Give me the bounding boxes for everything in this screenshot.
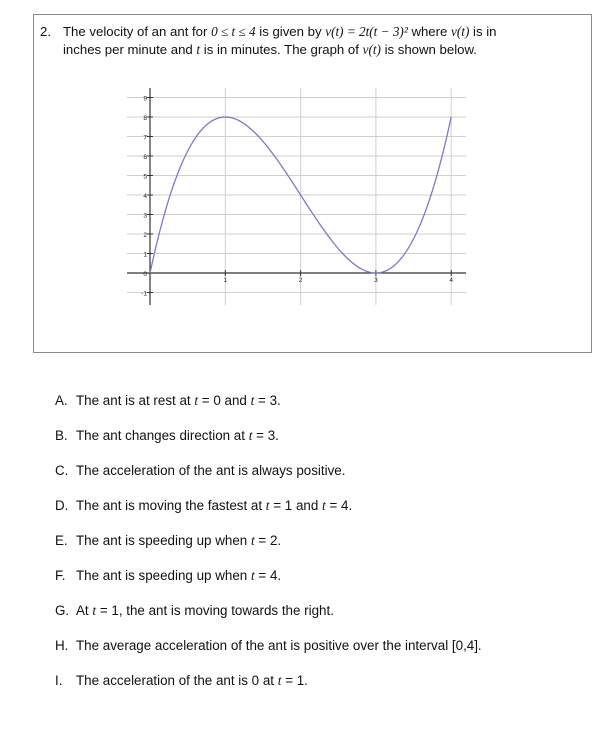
choice-math: t <box>194 393 199 408</box>
y-tick-label: -1 <box>141 290 147 298</box>
question-math: 0 ≤ t ≤ 4 <box>211 24 256 39</box>
data-point <box>300 194 301 195</box>
y-tick-label: 9 <box>143 95 147 103</box>
choice-text: = 0 and <box>198 393 251 408</box>
choice-text: = 3. <box>254 393 281 408</box>
question-text-part: is given by <box>255 24 326 39</box>
choice-math: t <box>322 498 326 513</box>
x-tick-label: 2 <box>298 277 303 284</box>
question-math: t <box>196 42 201 57</box>
choice-h <box>55 638 481 654</box>
choice-math: . <box>477 638 482 653</box>
choice-text: = 2. <box>254 533 282 548</box>
question-text-part: is in minutes. The graph of <box>200 42 363 57</box>
choice-text: The average acceleration of the ant is positive over the interval <box>76 638 452 653</box>
x-tick-label: 1 <box>223 277 228 284</box>
choice-letter: C. <box>55 463 69 478</box>
question-text-part: where <box>407 24 452 39</box>
y-tick-label: 8 <box>143 115 147 122</box>
y-tick-label: 3 <box>143 212 147 220</box>
choice-c <box>55 463 345 479</box>
choice-math: t <box>277 673 282 688</box>
choice-e <box>55 533 281 549</box>
choice-text: The ant is moving the fastest at <box>76 498 266 513</box>
choice-text: The acceleration of the ant is always positive. <box>76 463 346 478</box>
question-number: 2. <box>40 24 51 39</box>
choice-text: At <box>76 603 93 618</box>
choice-math: t <box>248 428 253 443</box>
data-point <box>244 123 245 124</box>
question-math: v(t) <box>362 42 381 57</box>
question-text-part: inches per minute and <box>63 42 197 57</box>
y-tick-label: 1 <box>143 251 147 259</box>
data-point <box>225 116 226 117</box>
choice-b <box>55 428 279 444</box>
choice-text: [0,4] <box>451 638 478 653</box>
choice-text: = 1 and <box>269 498 323 513</box>
choice-math: t <box>265 498 270 513</box>
choice-i <box>55 673 308 689</box>
y-tick-label: 4 <box>143 193 147 200</box>
choice-letter: H. <box>55 638 69 653</box>
choice-text: = 4. <box>325 498 353 513</box>
data-point <box>206 124 207 125</box>
choice-math: t <box>92 603 97 618</box>
question-math: v(t) <box>451 24 470 39</box>
data-point <box>149 272 150 273</box>
choice-text: = 1. <box>281 673 308 688</box>
choice-text: = 1, the ant is moving towards the right. <box>96 603 334 618</box>
choice-text: The ant changes direction at <box>76 428 249 443</box>
data-point <box>413 238 414 239</box>
choice-letter: B. <box>55 428 68 443</box>
choice-text: The ant is speeding up when <box>76 568 251 583</box>
data-point <box>356 266 357 267</box>
choice-letter: E. <box>55 533 68 548</box>
choice-d <box>55 498 352 514</box>
y-tick-label: 5 <box>143 173 147 181</box>
data-point <box>262 141 263 142</box>
x-tick-label: 3 <box>374 277 378 284</box>
choice-a <box>55 393 281 409</box>
question-math: v(t) = 2t(t − 3)² <box>325 24 408 39</box>
choice-math: t <box>250 568 255 583</box>
y-tick-label: 7 <box>143 134 147 142</box>
choice-letter: G. <box>55 603 70 618</box>
data-point <box>394 264 395 265</box>
choice-letter: I. <box>55 673 63 688</box>
y-tick-label: 2 <box>143 232 147 239</box>
data-point <box>168 199 169 200</box>
question-text-part: is in <box>469 24 497 39</box>
data-point <box>432 190 433 191</box>
choice-g <box>55 603 334 619</box>
question-text-part: The velocity of an ant for <box>63 24 212 39</box>
choice-text: The acceleration of the ant is 0 at <box>76 673 278 688</box>
data-point <box>375 272 376 273</box>
data-point <box>319 223 320 224</box>
choice-text: The ant is speeding up when <box>76 533 251 548</box>
choice-text: The ant is at rest at <box>76 393 195 408</box>
question-text-part: is shown below. <box>380 42 477 57</box>
choice-letter: F. <box>55 568 66 583</box>
data-point <box>281 166 282 167</box>
choice-math: t <box>250 533 255 548</box>
choice-letter: A. <box>55 393 68 408</box>
choice-letter: D. <box>55 498 69 513</box>
choice-text: = 3. <box>252 428 279 443</box>
y-tick-label: 0 <box>143 271 147 278</box>
choice-math: t <box>250 393 255 408</box>
data-point <box>451 116 452 117</box>
data-point <box>187 151 188 152</box>
data-point <box>338 248 339 249</box>
x-tick-label: 4 <box>449 277 454 284</box>
choice-f <box>55 568 281 584</box>
y-tick-label: 6 <box>143 154 147 161</box>
choice-text: = 4. <box>254 568 282 583</box>
